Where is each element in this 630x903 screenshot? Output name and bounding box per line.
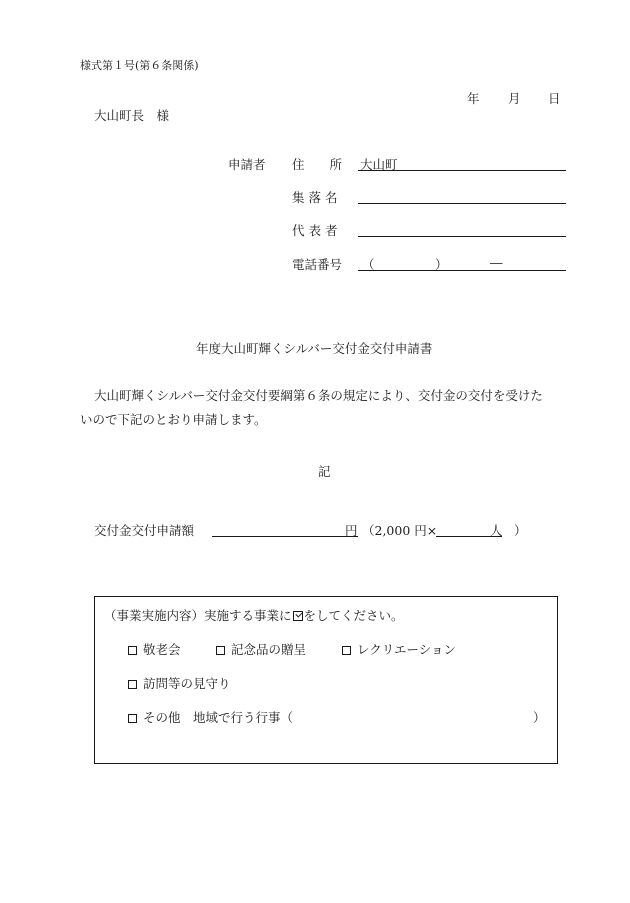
project-heading-pre: （事業実施内容）実施する事業に	[104, 608, 292, 623]
date-year: 年	[467, 91, 480, 106]
checkbox-label: 記念品の贈呈	[231, 642, 307, 657]
phone-dash: ―	[490, 255, 503, 270]
checkbox-icon	[128, 646, 137, 655]
checkbox-mimamori[interactable]	[128, 674, 231, 692]
address-underline	[358, 170, 566, 171]
amount-formula: （2,000 円×	[362, 523, 438, 538]
checkbox-other[interactable]	[128, 708, 293, 726]
checkbox-label: その他 地域で行う行事（	[143, 710, 294, 725]
document-title: 年度大山町輝くシルバー交付金交付申請書	[196, 341, 433, 356]
amount-close: ）	[514, 523, 527, 538]
body-line-1: 大山町輝くシルバー交付金交付要綱第６条の規定により、交付金の交付を受けた	[94, 388, 543, 403]
addressee: 大山町長 様	[94, 108, 170, 123]
body-line-2: いので下記のとおり申請します。	[80, 412, 267, 427]
amount-field[interactable]	[212, 536, 358, 537]
amount-label: 交付金交付申請額	[94, 523, 195, 538]
village-label: 集 落 名	[292, 190, 338, 205]
checkbox-label: 敬老会	[143, 642, 181, 657]
amount-person: 人	[490, 523, 503, 538]
checkbox-icon	[342, 646, 351, 655]
other-close-paren: ）	[533, 710, 546, 725]
applicant-label: 申請者	[228, 157, 266, 172]
date-month: 月	[508, 91, 521, 106]
checkbox-label: 訪問等の見守り	[143, 676, 231, 691]
project-heading-post: をしてください。	[303, 608, 404, 623]
date-day: 日	[548, 91, 561, 106]
checkbox-recreation[interactable]	[342, 640, 456, 658]
checkbox-keirokai[interactable]	[128, 640, 181, 658]
project-heading	[104, 606, 404, 624]
address-label: 住 所	[292, 157, 343, 172]
form-number: 様式第１号(第６条関係)	[80, 59, 199, 72]
checkbox-kinenhin[interactable]	[216, 640, 306, 658]
checkbox-icon	[128, 680, 137, 689]
ki-marker: 記	[318, 464, 331, 479]
phone-open-paren: （	[362, 257, 375, 272]
phone-label: 電話番号	[292, 257, 343, 272]
representative-label: 代 表 者	[292, 223, 338, 238]
representative-field[interactable]	[358, 236, 566, 237]
checkbox-icon	[216, 646, 225, 655]
address-value[interactable]: 大山町	[360, 157, 398, 172]
checked-box-icon	[293, 611, 303, 621]
checkbox-label: レクリエーション	[357, 642, 457, 657]
checkbox-icon	[128, 714, 137, 723]
phone-close-paren: ）	[435, 257, 448, 272]
village-field[interactable]	[358, 203, 566, 204]
phone-field[interactable]	[358, 270, 566, 271]
amount-yen: 円	[345, 523, 358, 538]
